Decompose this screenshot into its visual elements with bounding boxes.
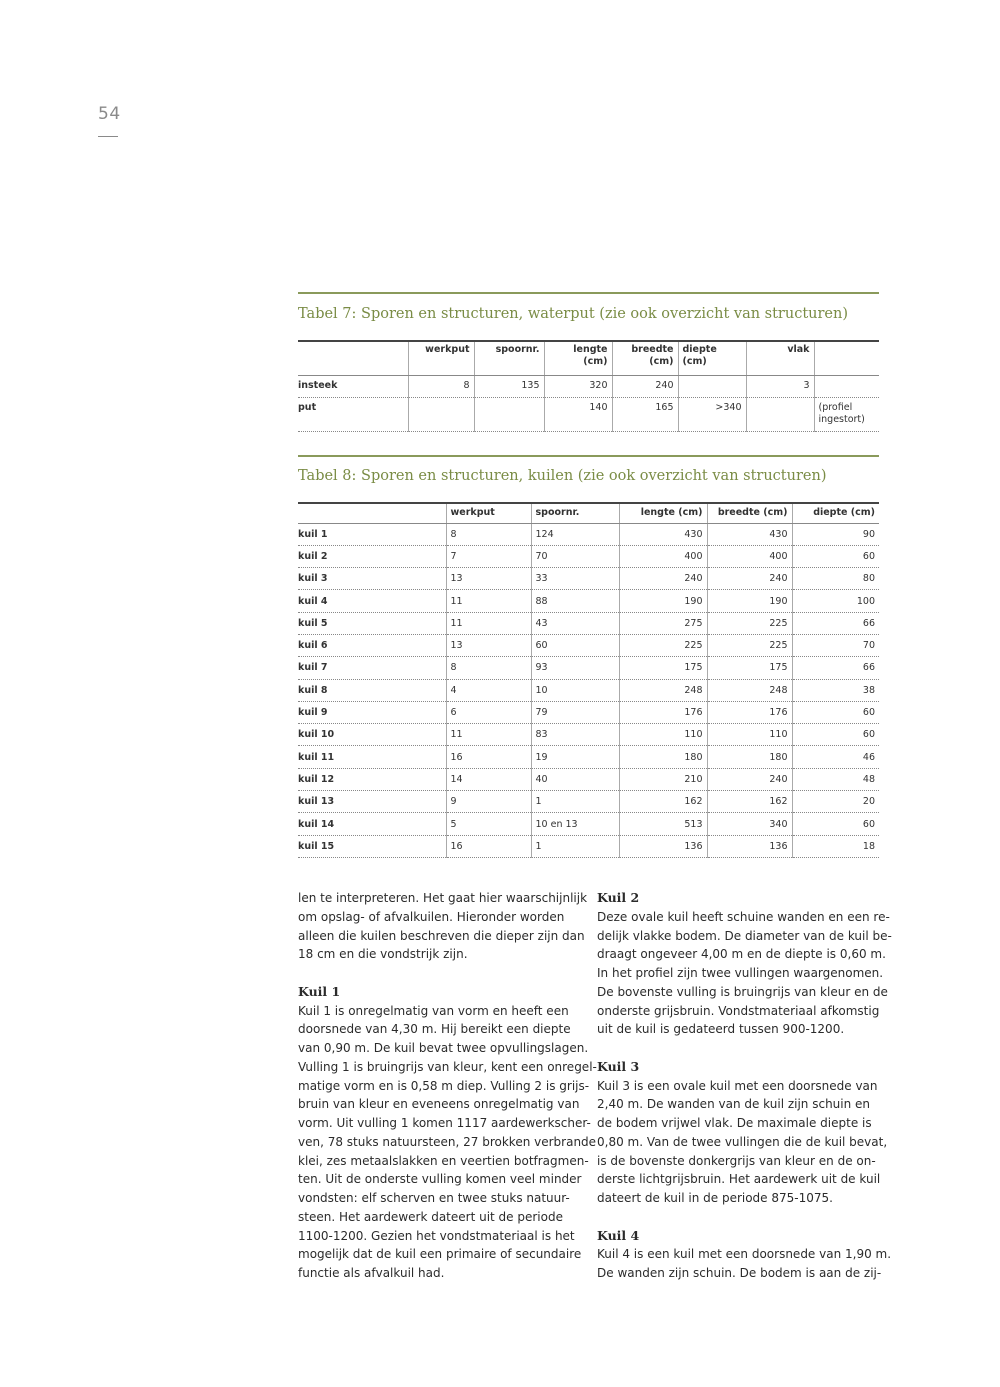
table8-cell-spoornr: 1: [531, 835, 619, 857]
table-row: [298, 679, 879, 701]
table8-cell-werkput: 11: [446, 612, 531, 634]
table7-header-werkput: werkput: [408, 341, 474, 375]
text-line: bruin van kleur en eveneens onregelmatig van: [298, 1097, 580, 1112]
text-line: 0,80 m. Van de twee vullingen die de kuil bevat,: [597, 1134, 888, 1149]
table8-caption: Tabel 8: Sporen en structuren, kuilen (zie ook overzicht van structuren): [298, 468, 827, 484]
table7-row-label: insteek: [298, 375, 408, 397]
text-line: De wanden zijn schuin. De bodem is aan de zij-: [597, 1266, 882, 1280]
table8-cell-lengte: 180: [619, 746, 707, 768]
kuil2-paragraph: [597, 908, 892, 1039]
table8-cell-breedte: 430: [707, 523, 792, 545]
table8-cell-diepte: 80: [792, 568, 879, 590]
table7-cell-diepte: >340: [678, 397, 746, 431]
table8-cell-lengte: 225: [619, 634, 707, 656]
table7-cell-extra: (profiel ingestort): [814, 397, 879, 431]
table8-cell-werkput: 8: [446, 523, 531, 545]
table7-header-breedte: breedte (cm): [612, 341, 678, 375]
text-line: dateert de kuil in de periode 875-1075.: [597, 1191, 833, 1205]
table8-cell-lengte: 110: [619, 724, 707, 746]
text-line: Kuil 1 is onregelmatig van vorm en heeft een: [298, 1003, 569, 1018]
table8-cell-spoornr: 10 en 13: [531, 813, 619, 835]
table8-cell-spoornr: 88: [531, 590, 619, 612]
table8-cell-spoornr: 60: [531, 634, 619, 656]
table7-header-spoornr: spoornr.: [474, 341, 544, 375]
text-line: matige vorm en is 0,58 m diep. Vulling 2 is grijs-: [298, 1078, 590, 1093]
table8-cell-diepte: 48: [792, 768, 879, 790]
table8-header-diepte: diepte (cm): [792, 503, 879, 523]
table-row: [298, 746, 879, 768]
table7-caption: Tabel 7: Sporen en structuren, waterput (zie ook overzicht van structuren): [298, 306, 849, 322]
table8-cell-spoornr: 1: [531, 791, 619, 813]
table8-cell-diepte: 60: [792, 813, 879, 835]
table8-cell-diepte: 60: [792, 701, 879, 723]
table-row: [298, 813, 879, 835]
table8-row-label: kuil 7: [298, 657, 446, 679]
table7-header-vlak: vlak: [746, 341, 814, 375]
table7: [298, 340, 879, 432]
table8-cell-diepte: 100: [792, 590, 879, 612]
table7-cell-breedte: 240: [612, 375, 678, 397]
table8-cell-diepte: 18: [792, 835, 879, 857]
table8-cell-breedte: 225: [707, 634, 792, 656]
table8-cell-werkput: 4: [446, 679, 531, 701]
table8-body: [298, 523, 879, 857]
text-line: de bodem vrijwel vlak. De maximale diepte is: [597, 1116, 872, 1130]
text-line: Kuil 4 is een kuil met een doorsnede van 1,90 m.: [597, 1247, 892, 1262]
table8-cell-spoornr: 33: [531, 568, 619, 590]
table8-cell-werkput: 13: [446, 568, 531, 590]
table8-cell-diepte: 90: [792, 523, 879, 545]
table8-cell-breedte: 248: [707, 679, 792, 701]
table8-header-werkput: werkput: [446, 503, 531, 523]
table-row: [298, 523, 879, 545]
table8-row-label: kuil 4: [298, 590, 446, 612]
table8-cell-spoornr: 93: [531, 657, 619, 679]
table8-cell-breedte: 190: [707, 590, 792, 612]
text-line: Vulling 1 is bruingrijs van kleur, kent een onregel-: [298, 1059, 597, 1074]
table8-cell-breedte: 400: [707, 545, 792, 567]
table8-cell-werkput: 6: [446, 701, 531, 723]
table8-row-label: kuil 9: [298, 701, 446, 723]
kuil1-paragraph: [298, 1002, 597, 1283]
table-row: [298, 375, 879, 397]
table-row: [298, 397, 879, 431]
text-line: De bovenste vulling is bruingrijs van kleur en de: [597, 984, 888, 999]
table8-row-label: kuil 1: [298, 523, 446, 545]
text-line: Kuil 3 is een ovale kuil met een doorsnede van: [597, 1078, 878, 1093]
table8-cell-diepte: 20: [792, 791, 879, 813]
text-line: klei, zes metaalslakken en veertien botfragmen-: [298, 1153, 589, 1168]
table-row: [298, 568, 879, 590]
table7-header-diepte: diepte (cm): [678, 341, 746, 375]
table7-cell-spoornr: 135: [474, 375, 544, 397]
table8-header-breedte: breedte (cm): [707, 503, 792, 523]
text-line: len te interpreteren. Het gaat hier waarschijnlijk: [298, 891, 588, 905]
table7-cell-lengte: 320: [544, 375, 612, 397]
table8-cell-werkput: 7: [446, 545, 531, 567]
table8-cell-lengte: 400: [619, 545, 707, 567]
text-line: steen. Het aardewerk dateert uit de periode: [298, 1209, 563, 1224]
table7-cell-werkput: 8: [408, 375, 474, 397]
table7-row-label: put: [298, 397, 408, 431]
text-line: draagt ongeveer 4,00 m en de diepte is 0,60 m.: [597, 947, 886, 962]
table8-cell-lengte: 175: [619, 657, 707, 679]
text-line: doorsnede van 4,30 m. Hij bereikt een diepte: [298, 1022, 571, 1037]
table8-cell-breedte: 175: [707, 657, 792, 679]
table8-cell-lengte: 162: [619, 791, 707, 813]
table7-header-row: [298, 341, 879, 375]
table-row: [298, 612, 879, 634]
table8-cell-lengte: 430: [619, 523, 707, 545]
table8-cell-breedte: 180: [707, 746, 792, 768]
table8-cell-breedte: 162: [707, 791, 792, 813]
text-line: vondsten: elf scherven en twee stuks natuur-: [298, 1191, 570, 1205]
table8-cell-lengte: 240: [619, 568, 707, 590]
kuil3-paragraph: [597, 1077, 888, 1208]
table8-cell-werkput: 14: [446, 768, 531, 790]
table7-header-empty: [298, 341, 408, 375]
table8-header-row: [298, 503, 879, 523]
table-row: [298, 590, 879, 612]
text-line: van 0,90 m. De kuil bevat twee opvullingslagen.: [298, 1041, 589, 1055]
text-line: In het profiel zijn twee vullingen waargenomen.: [597, 966, 884, 980]
page-number: 54: [98, 104, 121, 124]
text-line: Deze ovale kuil heeft schuine wanden en een re-: [597, 909, 890, 924]
text-line: derste lichtgrijsbruin. Het aardewerk uit de kuil: [597, 1172, 881, 1187]
table8-cell-breedte: 240: [707, 768, 792, 790]
table8-cell-breedte: 136: [707, 835, 792, 857]
text-line: om opslag- of afvalkuilen. Hieronder worden: [298, 909, 565, 924]
text-line: 18 cm en die vondstrijk zijn.: [298, 947, 468, 962]
table-row: [298, 545, 879, 567]
table8-cell-diepte: 70: [792, 634, 879, 656]
table8-row-label: kuil 10: [298, 724, 446, 746]
table8-cell-werkput: 11: [446, 724, 531, 746]
table7-cell-werkput: [408, 397, 474, 431]
table8-cell-spoornr: 10: [531, 679, 619, 701]
table-row: [298, 634, 879, 656]
table8-cell-lengte: 248: [619, 679, 707, 701]
kuil3-heading: Kuil 3: [597, 1058, 640, 1074]
text-line: 1100-1200. Gezien het vondstmateriaal is het: [298, 1228, 575, 1243]
table8-cell-diepte: 66: [792, 612, 879, 634]
table8-cell-lengte: 275: [619, 612, 707, 634]
table7-header-extra: [814, 341, 879, 375]
text-line: onderste grijsbruin. Vondstmateriaal afkomstig: [597, 1003, 880, 1018]
table8-header-spoornr: spoornr.: [531, 503, 619, 523]
table8-row-label: kuil 12: [298, 768, 446, 790]
table8-cell-werkput: 5: [446, 813, 531, 835]
text-line: functie als afvalkuil had.: [298, 1266, 445, 1280]
table8-cell-breedte: 340: [707, 813, 792, 835]
table7-cell-vlak: 3: [746, 375, 814, 397]
text-line: ten. Uit de onderste vulling komen veel minder: [298, 1172, 582, 1187]
text-line: uit de kuil is gedateerd tussen 900-1200.: [597, 1022, 845, 1037]
table8-cell-lengte: 513: [619, 813, 707, 835]
table-row: [298, 724, 879, 746]
table8-cell-breedte: 240: [707, 568, 792, 590]
text-line: is de bovenste donkergrijs van kleur en de on-: [597, 1153, 876, 1168]
table8-row-label: kuil 5: [298, 612, 446, 634]
table8-cell-breedte: 110: [707, 724, 792, 746]
table8-row-label: kuil 13: [298, 791, 446, 813]
table8-cell-diepte: 38: [792, 679, 879, 701]
kuil4-paragraph: [597, 1245, 892, 1283]
table8-cell-spoornr: 79: [531, 701, 619, 723]
table8-cell-werkput: 8: [446, 657, 531, 679]
kuil1-heading: Kuil 1: [298, 983, 341, 999]
table8-header-lengte: lengte (cm): [619, 503, 707, 523]
table8-row-label: kuil 14: [298, 813, 446, 835]
table8-row-label: kuil 2: [298, 545, 446, 567]
table-row: [298, 657, 879, 679]
left-text-column: [298, 889, 597, 1283]
text-line: alleen die kuilen beschreven die dieper zijn dan: [298, 928, 585, 943]
text-line: vorm. Uit vulling 1 komen 1117 aardewerkscher-: [298, 1116, 591, 1130]
table8-cell-diepte: 60: [792, 545, 879, 567]
text-line: mogelijk dat de kuil een primaire of secundaire: [298, 1247, 582, 1262]
table8-row-label: kuil 11: [298, 746, 446, 768]
text-line: 2,40 m. De wanden van de kuil zijn schuin en: [597, 1097, 871, 1112]
table-row: [298, 701, 879, 723]
table7-cell-extra: [814, 375, 879, 397]
table7-cell-vlak: [746, 397, 814, 431]
table7-cell-lengte: 140: [544, 397, 612, 431]
table8-cell-spoornr: 124: [531, 523, 619, 545]
right-text-column: [597, 889, 892, 1283]
table-row: [298, 768, 879, 790]
table8-cell-spoornr: 40: [531, 768, 619, 790]
table8-cell-spoornr: 43: [531, 612, 619, 634]
table8-row-label: kuil 6: [298, 634, 446, 656]
table8-cell-lengte: 210: [619, 768, 707, 790]
table8-cell-werkput: 16: [446, 746, 531, 768]
table8-cell-lengte: 190: [619, 590, 707, 612]
text-line: ven, 78 stuks natuursteen, 27 brokken verbrande: [298, 1134, 597, 1149]
table8-row-label: kuil 3: [298, 568, 446, 590]
table7-header-lengte: lengte (cm): [544, 341, 612, 375]
table8-cell-werkput: 11: [446, 590, 531, 612]
table7-cell-breedte: 165: [612, 397, 678, 431]
table8: [298, 502, 879, 858]
table8-cell-werkput: 9: [446, 791, 531, 813]
table8-cell-diepte: 46: [792, 746, 879, 768]
table7-cell-diepte: [678, 375, 746, 397]
page-number-rule: [98, 136, 118, 137]
text-line: delijk vlakke bodem. De diameter van de kuil be-: [597, 928, 892, 943]
table8-top-rule: [298, 455, 879, 457]
table8-cell-spoornr: 83: [531, 724, 619, 746]
table-row: [298, 791, 879, 813]
table8-cell-werkput: 13: [446, 634, 531, 656]
table8-cell-breedte: 225: [707, 612, 792, 634]
table8-cell-breedte: 176: [707, 701, 792, 723]
kuil2-heading: Kuil 2: [597, 890, 640, 905]
table8-header-empty: [298, 503, 446, 523]
table8-cell-lengte: 136: [619, 835, 707, 857]
table8-cell-spoornr: 70: [531, 545, 619, 567]
table8-row-label: kuil 8: [298, 679, 446, 701]
kuil4-heading: Kuil 4: [597, 1227, 640, 1243]
table8-cell-werkput: 16: [446, 835, 531, 857]
table7-top-rule: [298, 292, 879, 294]
table8-cell-diepte: 60: [792, 724, 879, 746]
table8-cell-diepte: 66: [792, 657, 879, 679]
table8-row-label: kuil 15: [298, 835, 446, 857]
table-row: [298, 835, 879, 857]
table8-cell-lengte: 176: [619, 701, 707, 723]
intro-paragraph: [298, 889, 588, 964]
table8-cell-spoornr: 19: [531, 746, 619, 768]
table7-cell-spoornr: [474, 397, 544, 431]
